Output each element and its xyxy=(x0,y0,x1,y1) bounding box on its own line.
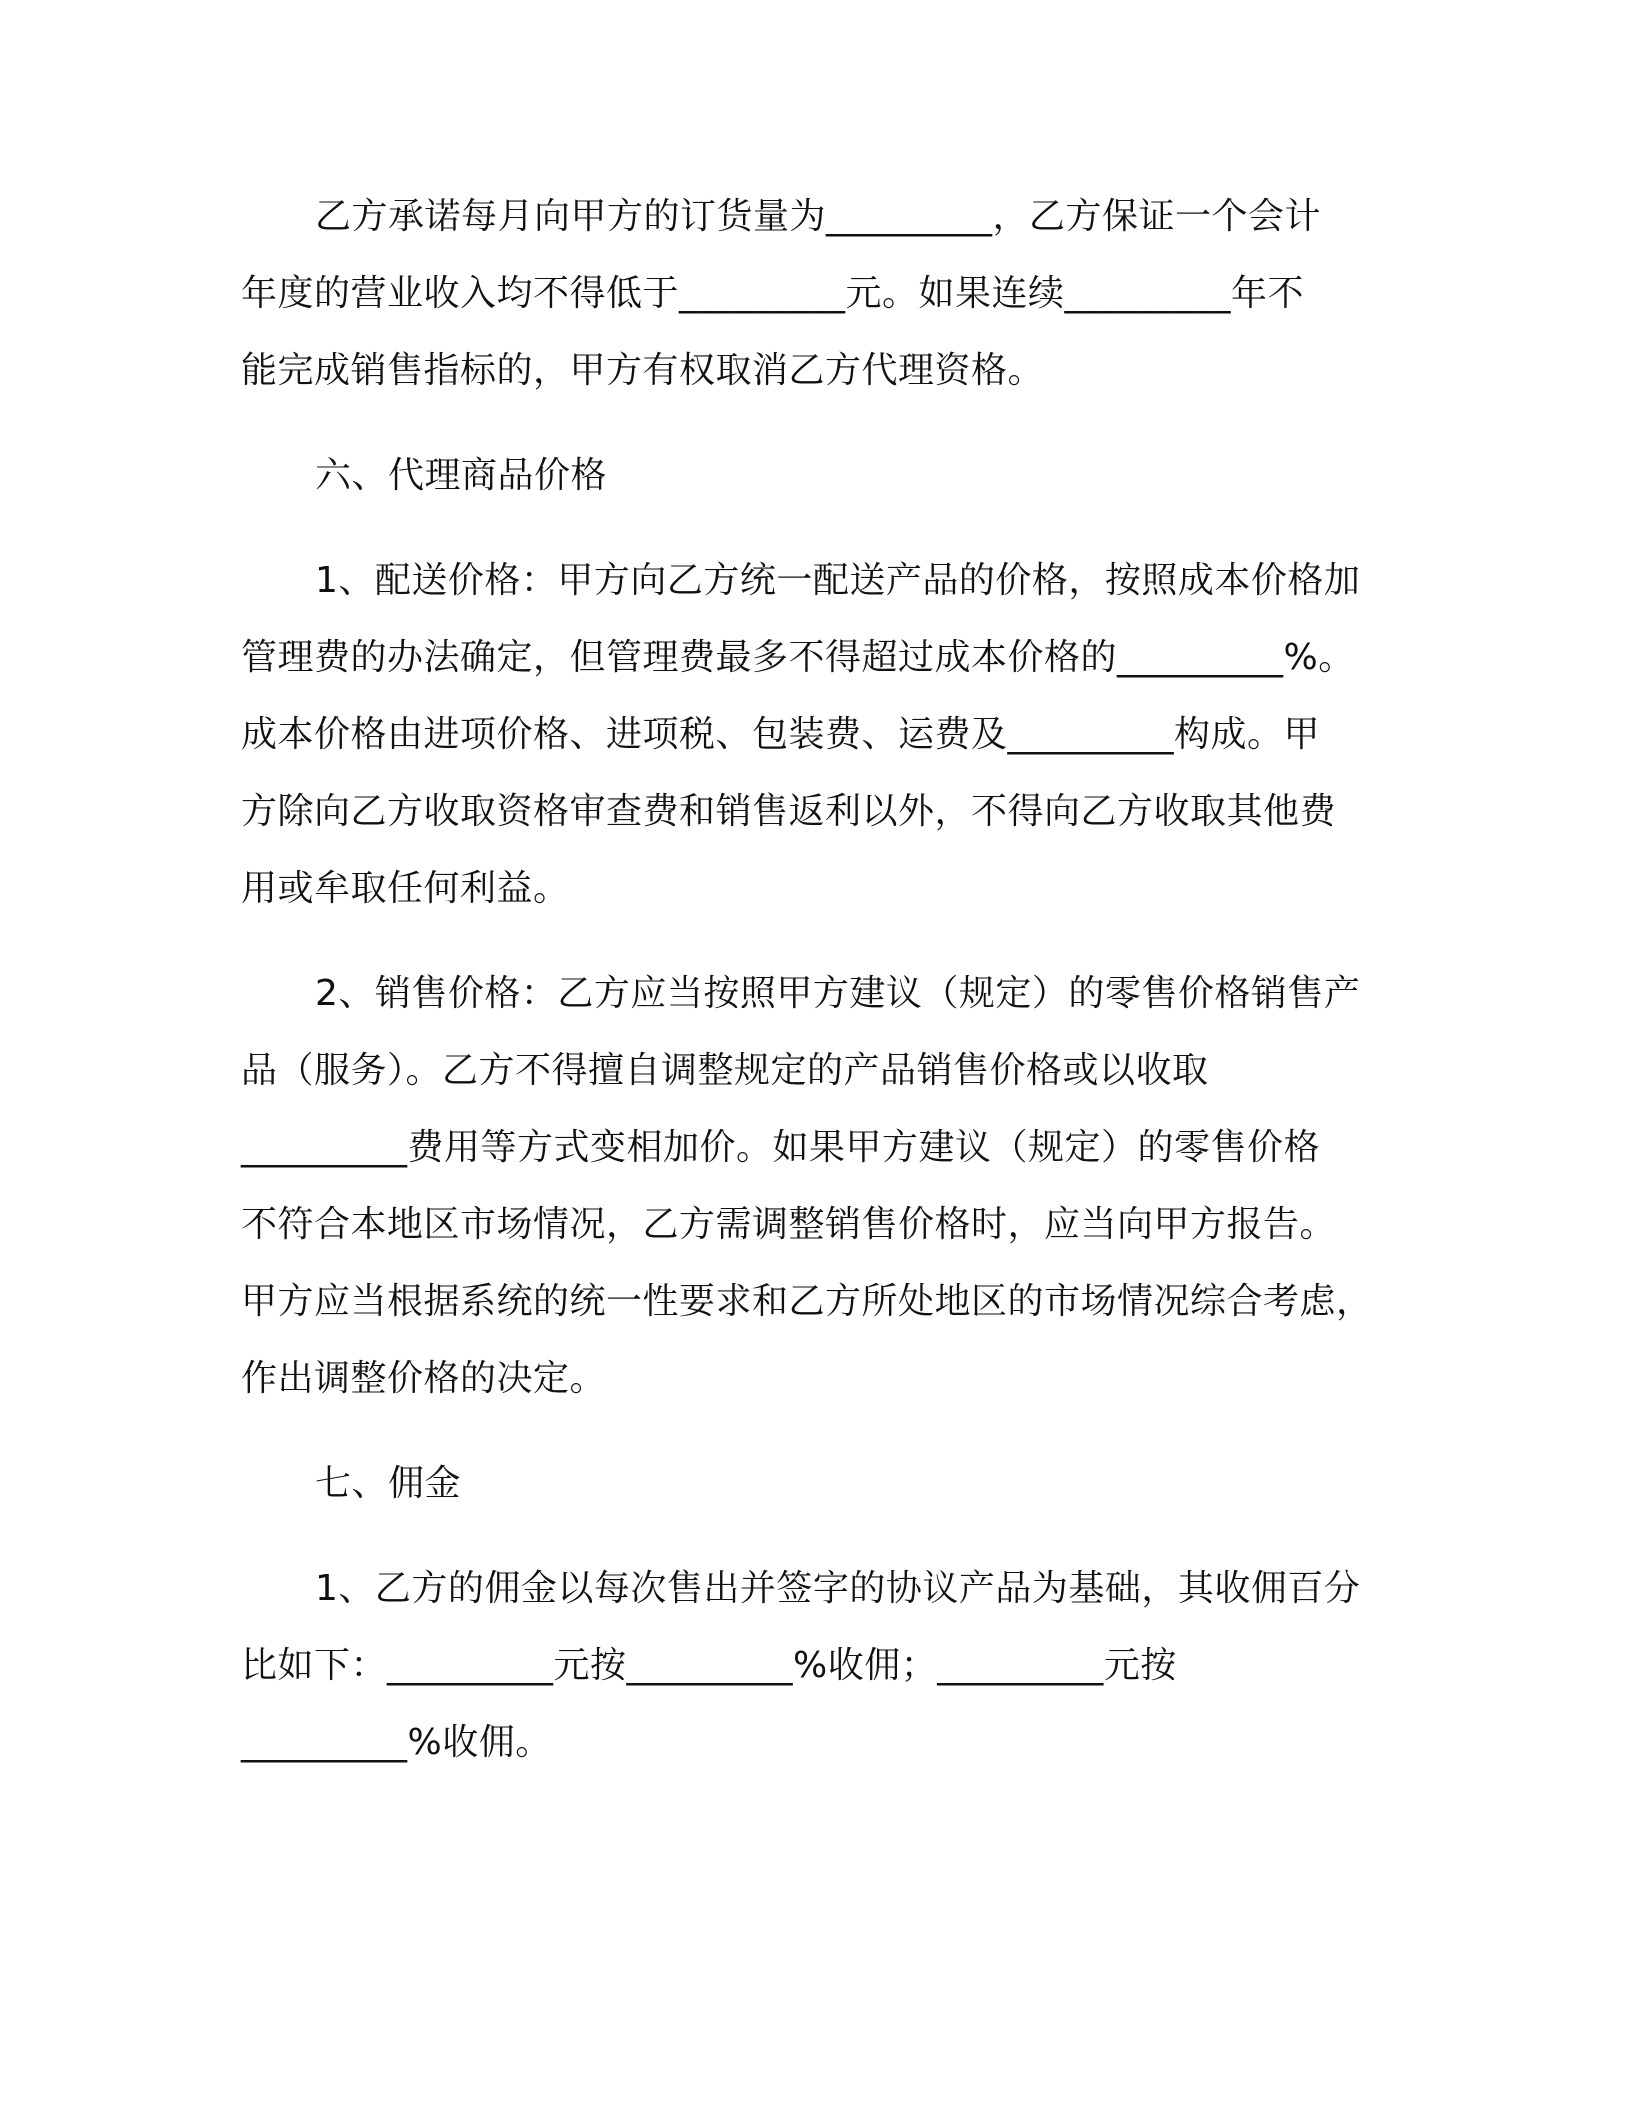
text-line: _________%收佣。 xyxy=(241,1722,552,1763)
text-line: 1、乙方的佣金以每次售出并签字的协议产品为基础，其收佣百分 xyxy=(315,1568,1361,1609)
paragraph-order-commitment xyxy=(241,178,1391,409)
text-line: 品（服务）。乙方不得擅自调整规定的产品销售价格或以收取 xyxy=(241,1050,1209,1091)
document-body xyxy=(241,178,1391,1781)
section-heading-7 xyxy=(241,1445,1391,1522)
text-line: 能完成销售指标的，甲方有权取消乙方代理资格。 xyxy=(241,350,1045,391)
paragraph-commission xyxy=(241,1550,1391,1781)
text-line: 管理费的办法确定，但管理费最多不得超过成本价格的_________%。 xyxy=(241,637,1355,678)
section-heading-6 xyxy=(241,437,1391,514)
paragraph-sales-price xyxy=(241,955,1391,1417)
text-line: 比如下：_________元按_________%收佣；_________元按 xyxy=(241,1645,1177,1686)
text-line: 年度的营业收入均不得低于_________元。如果连续_________年不 xyxy=(241,273,1305,314)
text-line: 不符合本地区市场情况，乙方需调整销售价格时，应当向甲方报告。 xyxy=(241,1204,1337,1245)
text-line: 乙方承诺每月向甲方的订货量为_________，乙方保证一个会计 xyxy=(315,196,1322,237)
text-line: 用或牟取任何利益。 xyxy=(241,868,570,909)
text-line: 作出调整价格的决定。 xyxy=(241,1358,607,1399)
heading-text: 六、代理商品价格 xyxy=(315,455,608,496)
text-line: 2、销售价格：乙方应当按照甲方建议（规定）的零售价格销售产 xyxy=(315,973,1361,1014)
paragraph-delivery-price xyxy=(241,542,1391,927)
text-line: 1、配送价格：甲方向乙方统一配送产品的价格，按照成本价格加 xyxy=(315,560,1361,601)
text-line: 甲方应当根据系统的统一性要求和乙方所处地区的市场情况综合考虑， xyxy=(241,1281,1373,1322)
text-line: 成本价格由进项价格、进项税、包装费、运费及_________构成。甲 xyxy=(241,714,1321,755)
text-line: 方除向乙方收取资格审查费和销售返利以外，不得向乙方收取其他费 xyxy=(241,791,1337,832)
text-line: _________费用等方式变相加价。如果甲方建议（规定）的零售价格 xyxy=(241,1127,1321,1168)
heading-text: 七、佣金 xyxy=(315,1463,462,1504)
